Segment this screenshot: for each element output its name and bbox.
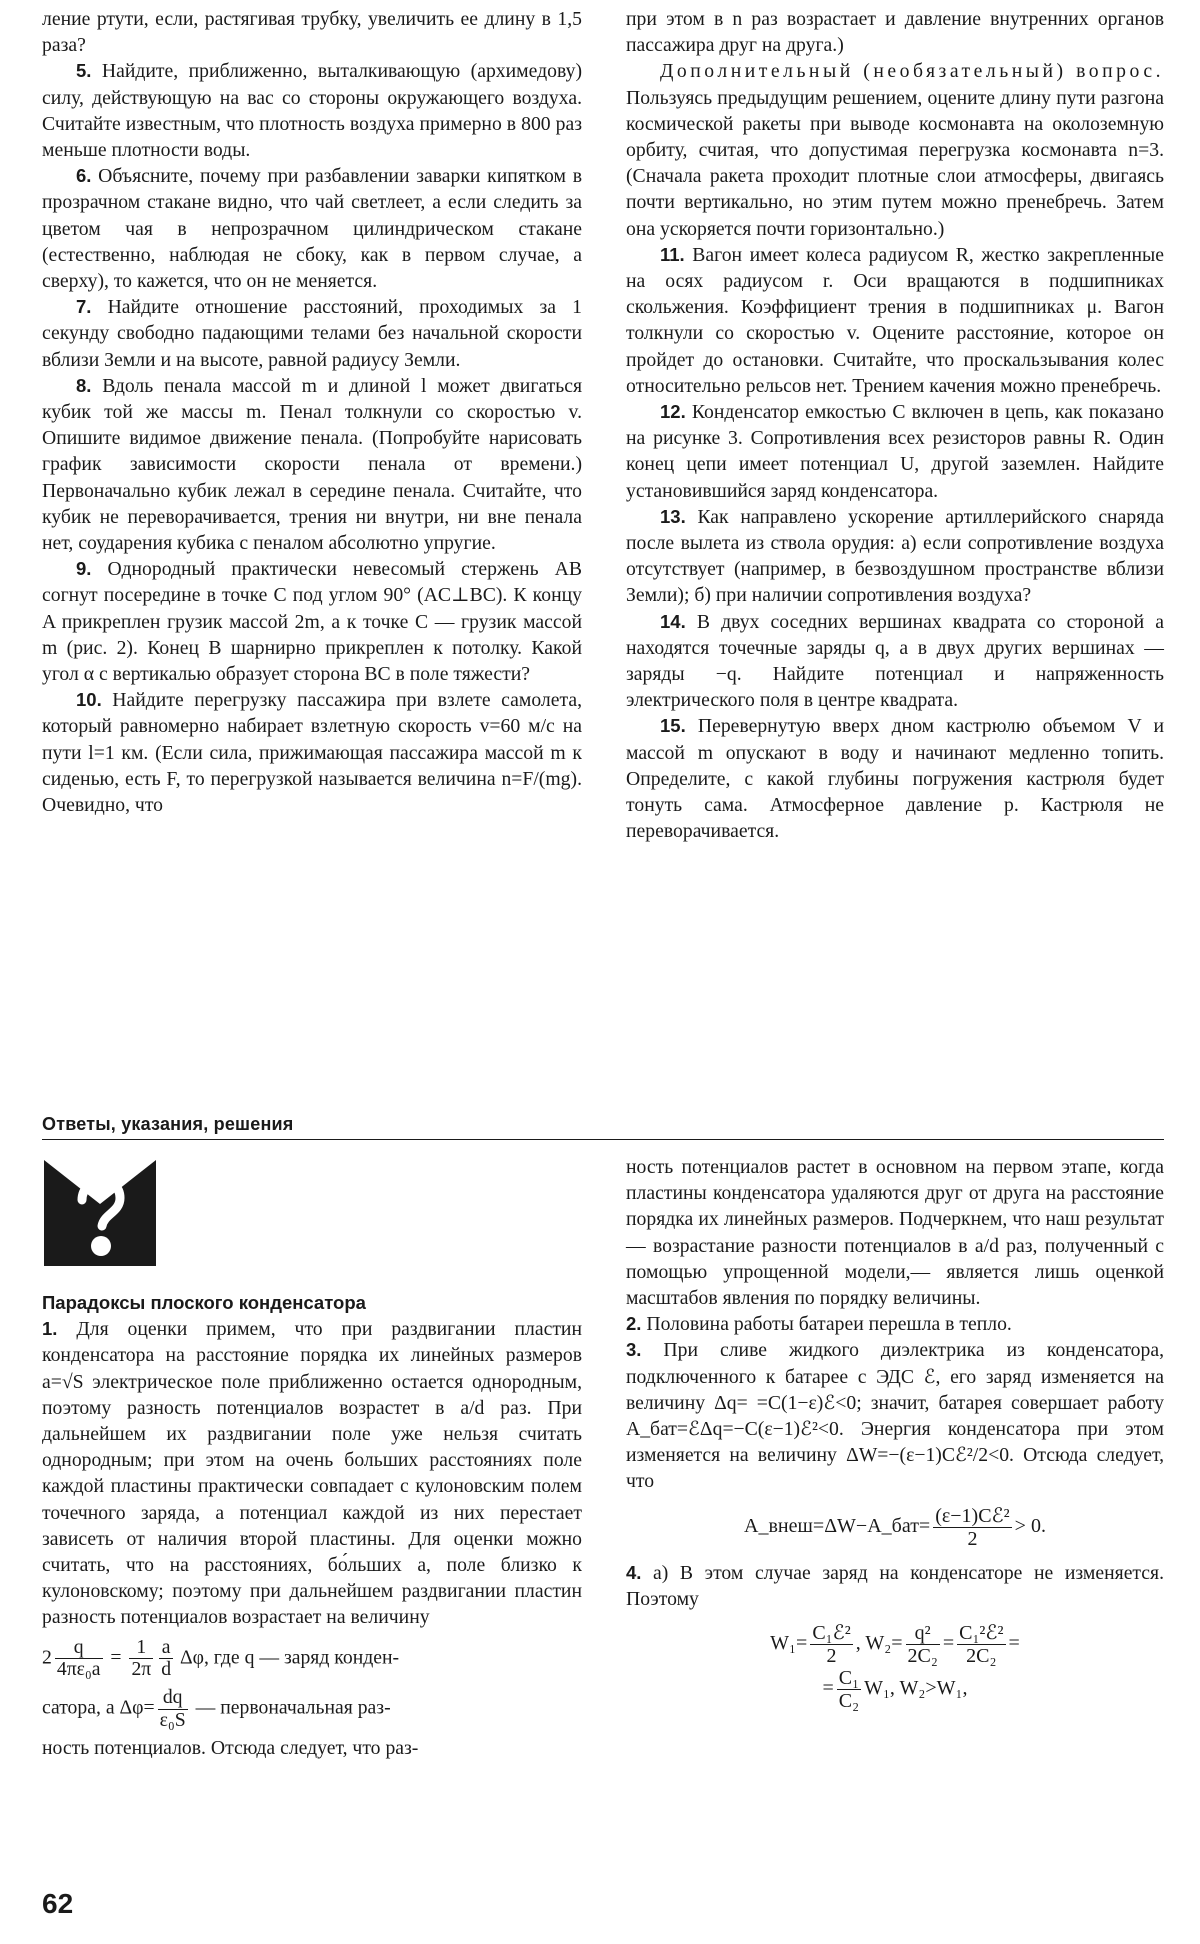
formula-2	[42, 1687, 582, 1731]
answer-3	[626, 1337, 1164, 1494]
formula-text: — первоначальная раз-	[195, 1696, 391, 1719]
bottom-left-column	[42, 1290, 582, 1762]
formula-equals: =	[110, 1646, 122, 1669]
problem-text: Конденсатор емкостью C включен в цепь, как показано на рисунке 3. Сопротивления всех резисторов равны R. Один конец цепи имеет потенциал U, другой заземлен. Найдите установившийся заряд конденсатора.	[626, 401, 1165, 502]
top-left-column	[42, 6, 582, 818]
problem-text: В двух соседних вершинах квадрата со стороной a находятся точечные заряды q, а в двух других вершинах — заряды −q. Найдите потенциал и напряженность электрического поля в центре квадрата.	[626, 610, 1165, 712]
fraction-denominator: 2C₂	[957, 1644, 1005, 1667]
problem-number: 10.	[76, 689, 102, 711]
problem-text: Объясните, почему при разбавлении заварки кипятком в прозрачном стакане видно, что чай светлеет, а если следить за цветом чая в непрозрачном цилиндрическом стакане (естественно, наблюдая не сбоку, как в первом случае, а сверху), то кажется, что он не меняется.	[42, 165, 582, 293]
problem-number: 11.	[660, 243, 685, 265]
equation-part: =	[822, 1677, 834, 1700]
problem-number: 14.	[660, 610, 686, 632]
equation-fraction	[810, 1622, 852, 1667]
formula-text: сатора, а Δφ=	[42, 1696, 155, 1719]
problem-9	[42, 556, 582, 687]
page-number: 62	[42, 1888, 74, 1919]
fraction-denominator: 2C₂	[907, 1645, 938, 1668]
answer-number: 2.	[626, 1313, 642, 1335]
problem-15	[626, 713, 1164, 844]
formula-text: Δφ, где q — заряд конден-	[179, 1646, 400, 1669]
problem-number: 5.	[76, 60, 92, 82]
fraction-numerator: q²	[914, 1622, 931, 1645]
equation-part: W₁=	[770, 1632, 808, 1655]
problem-number: 7.	[76, 296, 92, 318]
formula-1	[42, 1637, 582, 1681]
problem-text: Найдите отношение расстояний, проходимых за 1 секунду свободно падающими телами без начальной скорости вблизи Земли и на высоте, равной радиусу Земли.	[42, 296, 582, 371]
problem-6	[42, 163, 582, 294]
logo-question-dot	[91, 1236, 111, 1256]
answer-1-tail: ность потенциалов. Отсюда следует, что раз-	[42, 1737, 419, 1760]
fraction-denominator: d	[161, 1658, 172, 1681]
fraction-numerator: 1	[136, 1635, 147, 1658]
formula-fraction	[129, 1637, 153, 1681]
answer-1	[42, 1316, 582, 1630]
formula-fraction	[55, 1637, 103, 1681]
article-subtitle: Парадоксы плоского конденсатора	[42, 1292, 366, 1313]
top-right-column	[626, 6, 1164, 845]
extra-question-text: Пользуясь предыдущим решением, оцените длину пути разгона космической ракеты при выводе космонавта на околоземную орбиту, считая, что допустимая перегрузка космонавта n=3. (Сначала ракета проходит плотные слои атмосферы, двигаясь почти вертикально, но этим путем можно пренебречь. Затем она ускоряется почти горизонтально.)	[626, 86, 1164, 240]
formula-fraction	[159, 1637, 173, 1681]
fraction-denominator: 2	[810, 1644, 852, 1667]
problem-5	[42, 58, 582, 163]
equation-fraction	[906, 1622, 940, 1667]
extra-question	[626, 58, 1164, 241]
problem-8	[42, 373, 582, 556]
answer-4	[626, 1560, 1164, 1612]
answer-text: При сливе жидкого диэлектрика из конденсатора, подключенного к батарее с ЭДС ℰ, его заряд изменяется на величину Δq= =C(1−ε)ℰ<0; значит, батарея совершает работу A_бат=ℰΔq=−C(ε−1)ℰ²<0. Энергия конденсатора при этом изменяется на величину ΔW=−(ε−1)Cℰ²/2<0. Отсюда следует, что	[626, 1339, 1165, 1493]
fraction-numerator: C₁²ℰ²	[959, 1622, 1004, 1645]
equation-right: > 0.	[1014, 1514, 1046, 1537]
bottom-right-column	[626, 1154, 1164, 1722]
answer-number: 1.	[42, 1318, 58, 1340]
equation-part: =	[942, 1632, 955, 1655]
problem-text: Однородный практически невесомый стержень AB согнут посередине в точке C под углом 90° (AC⊥BC). К концу A прикреплен грузик массой 2m, а к точке C — грузик массой m (рис. 2). Конец B шарнирно прикреплен к потолку. Какой угол α с вертикалью образует сторона BC в поле тяжести?	[42, 558, 583, 686]
equation-part: W₁, W₂>W₁,	[864, 1677, 968, 1700]
problem-13	[626, 504, 1164, 609]
equation-line-2	[626, 1667, 1164, 1712]
equation-fraction	[837, 1667, 861, 1712]
problem-4-ending: ление ртути, если, растягивая трубку, увеличить ее длину в 1,5 раза?	[42, 8, 582, 57]
problem-text: Перевернутую вверх дном кастрюлю объемом V и массой m опускают в воду и начинают медленно топить. Определите, с какой глубины погружения кастрюля будет тонуть сама. Атмосферное давление p. Кастрюля не переворачивается.	[626, 715, 1164, 843]
problem-10-ending: при этом в n раз возрастает и давление внутренних органов пассажира друг на друга.)	[626, 8, 1164, 57]
formula-fraction	[158, 1687, 188, 1731]
answer-text: а) В этом случае заряд на конденсаторе не изменяется. Поэтому	[626, 1561, 1164, 1610]
fraction-numerator: (ε−1)Cℰ²	[935, 1504, 1010, 1527]
problem-11	[626, 242, 1164, 399]
equation-work	[626, 1505, 1164, 1550]
equation-energy	[626, 1622, 1164, 1712]
problem-12	[626, 399, 1164, 504]
problem-number: 8.	[76, 374, 92, 396]
problem-number: 6.	[76, 165, 92, 187]
problem-10	[42, 687, 582, 818]
problem-text: Как направлено ускорение артиллерийского снаряда после вылета из ствола орудия: а) если сопротивление воздуха отсутствует (например, в безвоздушном пространстве вблизи Земли); б) при наличии сопротивления воздуха?	[626, 505, 1164, 607]
fraction-numerator: C₁	[838, 1667, 860, 1690]
answer-number: 3.	[626, 1339, 642, 1361]
fraction-denominator: 4πε₀a	[56, 1658, 101, 1681]
fraction-numerator: q	[73, 1635, 84, 1658]
problem-7	[42, 294, 582, 373]
problem-14	[626, 609, 1164, 714]
equation-part: , W₂=	[855, 1632, 903, 1655]
fraction-numerator: a	[161, 1635, 171, 1658]
problem-text: Вагон имеет колеса радиусом R, жестко закрепленные на осях радиусом r. Оси вращаются в подшипниках скольжения. Коэффициент трения в подшипниках μ. Вагон толкнули со скоростью v. Оцените расстояние, которое он пройдет до остановки. Считайте, что проскальзывания колес относительно рельсов нет. Трением качения можно пренебречь.	[626, 243, 1164, 397]
problem-number: 12.	[660, 401, 686, 423]
answer-2	[626, 1311, 1164, 1337]
fraction-denominator: 2	[933, 1527, 1011, 1550]
problem-number: 15.	[660, 715, 686, 737]
problem-text: Вдоль пенала массой m и длиной l может двигаться кубик той же массы m. Пенал толкнули со скоростью v. Опишите видимое движение пенала. (Попробуйте нарисовать график зависимости скорости пенала от времени.) Первоначально кубик лежал в середине пенала. Считайте, что кубик не переворачивается, трения ни внутри, ни вне пенала нет, соударения кубика с пеналом абсолютно упругие.	[42, 374, 583, 555]
extra-question-label: Дополнительный (необязательный) вопрос.	[660, 60, 1164, 83]
fraction-numerator: dq	[162, 1685, 183, 1708]
equation-fraction	[957, 1622, 1005, 1667]
equation-left: A_внеш=ΔW−A_бат=	[744, 1514, 931, 1537]
section-divider	[42, 1139, 1164, 1140]
formula-coef: 2	[42, 1646, 52, 1669]
section-title: Ответы, указания, решения	[42, 1114, 294, 1134]
fraction-denominator: ε₀S	[159, 1708, 186, 1731]
equation-fraction	[933, 1505, 1011, 1550]
fraction-denominator: C₂	[838, 1690, 860, 1713]
problem-text: Найдите перегрузку пассажира при взлете самолета, который равномерно набирает взлетную скорость v=60 м/с на пути l=1 км. (Если сила, прижимающая пассажира массой m к сиденью, есть F, то перегрузкой называется величина n=F/(mg). Очевидно, что	[42, 689, 582, 817]
fraction-numerator: C₁ℰ²	[812, 1622, 851, 1645]
answer-text: Половина работы батареи перешла в тепло.	[646, 1313, 1012, 1336]
fraction-denominator: 2π	[131, 1658, 152, 1681]
problem-number: 9.	[76, 558, 92, 580]
answer-number: 4.	[626, 1561, 642, 1583]
answer-text: Для оценки примем, что при раздвигании пластин конденсатора на расстояние порядка их линейных размеров a=√S электрическое поле приближенно остается однородным, поэтому разность потенциалов возрастет в a/d раз. При дальнейшем их раздвигании поле уже нельзя считать однородным; при этом на очень больших расстояниях поле каждой пластины практически совпадает с кулоновским полем точечного заряда, а потенциал каждой из них перестает зависеть от наличия второй пластины. Для оценки можно считать, что на расстояниях, бо́льших a, поле близко к кулоновскому; поэтому при дальнейшем раздвигании пластин разность потенциалов возрастает на величину	[42, 1318, 582, 1629]
problem-text: Найдите, приближенно, выталкивающую (архимедову) силу, действующую на вас со стороны окружающего воздуха. Считайте известным, что плотность воздуха примерно в 800 раз меньше плотности воды.	[42, 60, 583, 162]
question-mark-icon	[44, 1160, 156, 1266]
answer-1-ending: ность потенциалов растет в основном на первом этапе, когда пластины конденсатора удаляются друг от друга на расстояние порядка их линейных размеров. Подчеркнем, что наш результат — возрастание разности потенциалов в a/d раз, полученный с помощью упрощенной модели,— является лишь оценкой масштабов явления по порядку величины.	[626, 1156, 1164, 1310]
equation-part: =	[1008, 1632, 1020, 1655]
problem-number: 13.	[660, 505, 686, 527]
